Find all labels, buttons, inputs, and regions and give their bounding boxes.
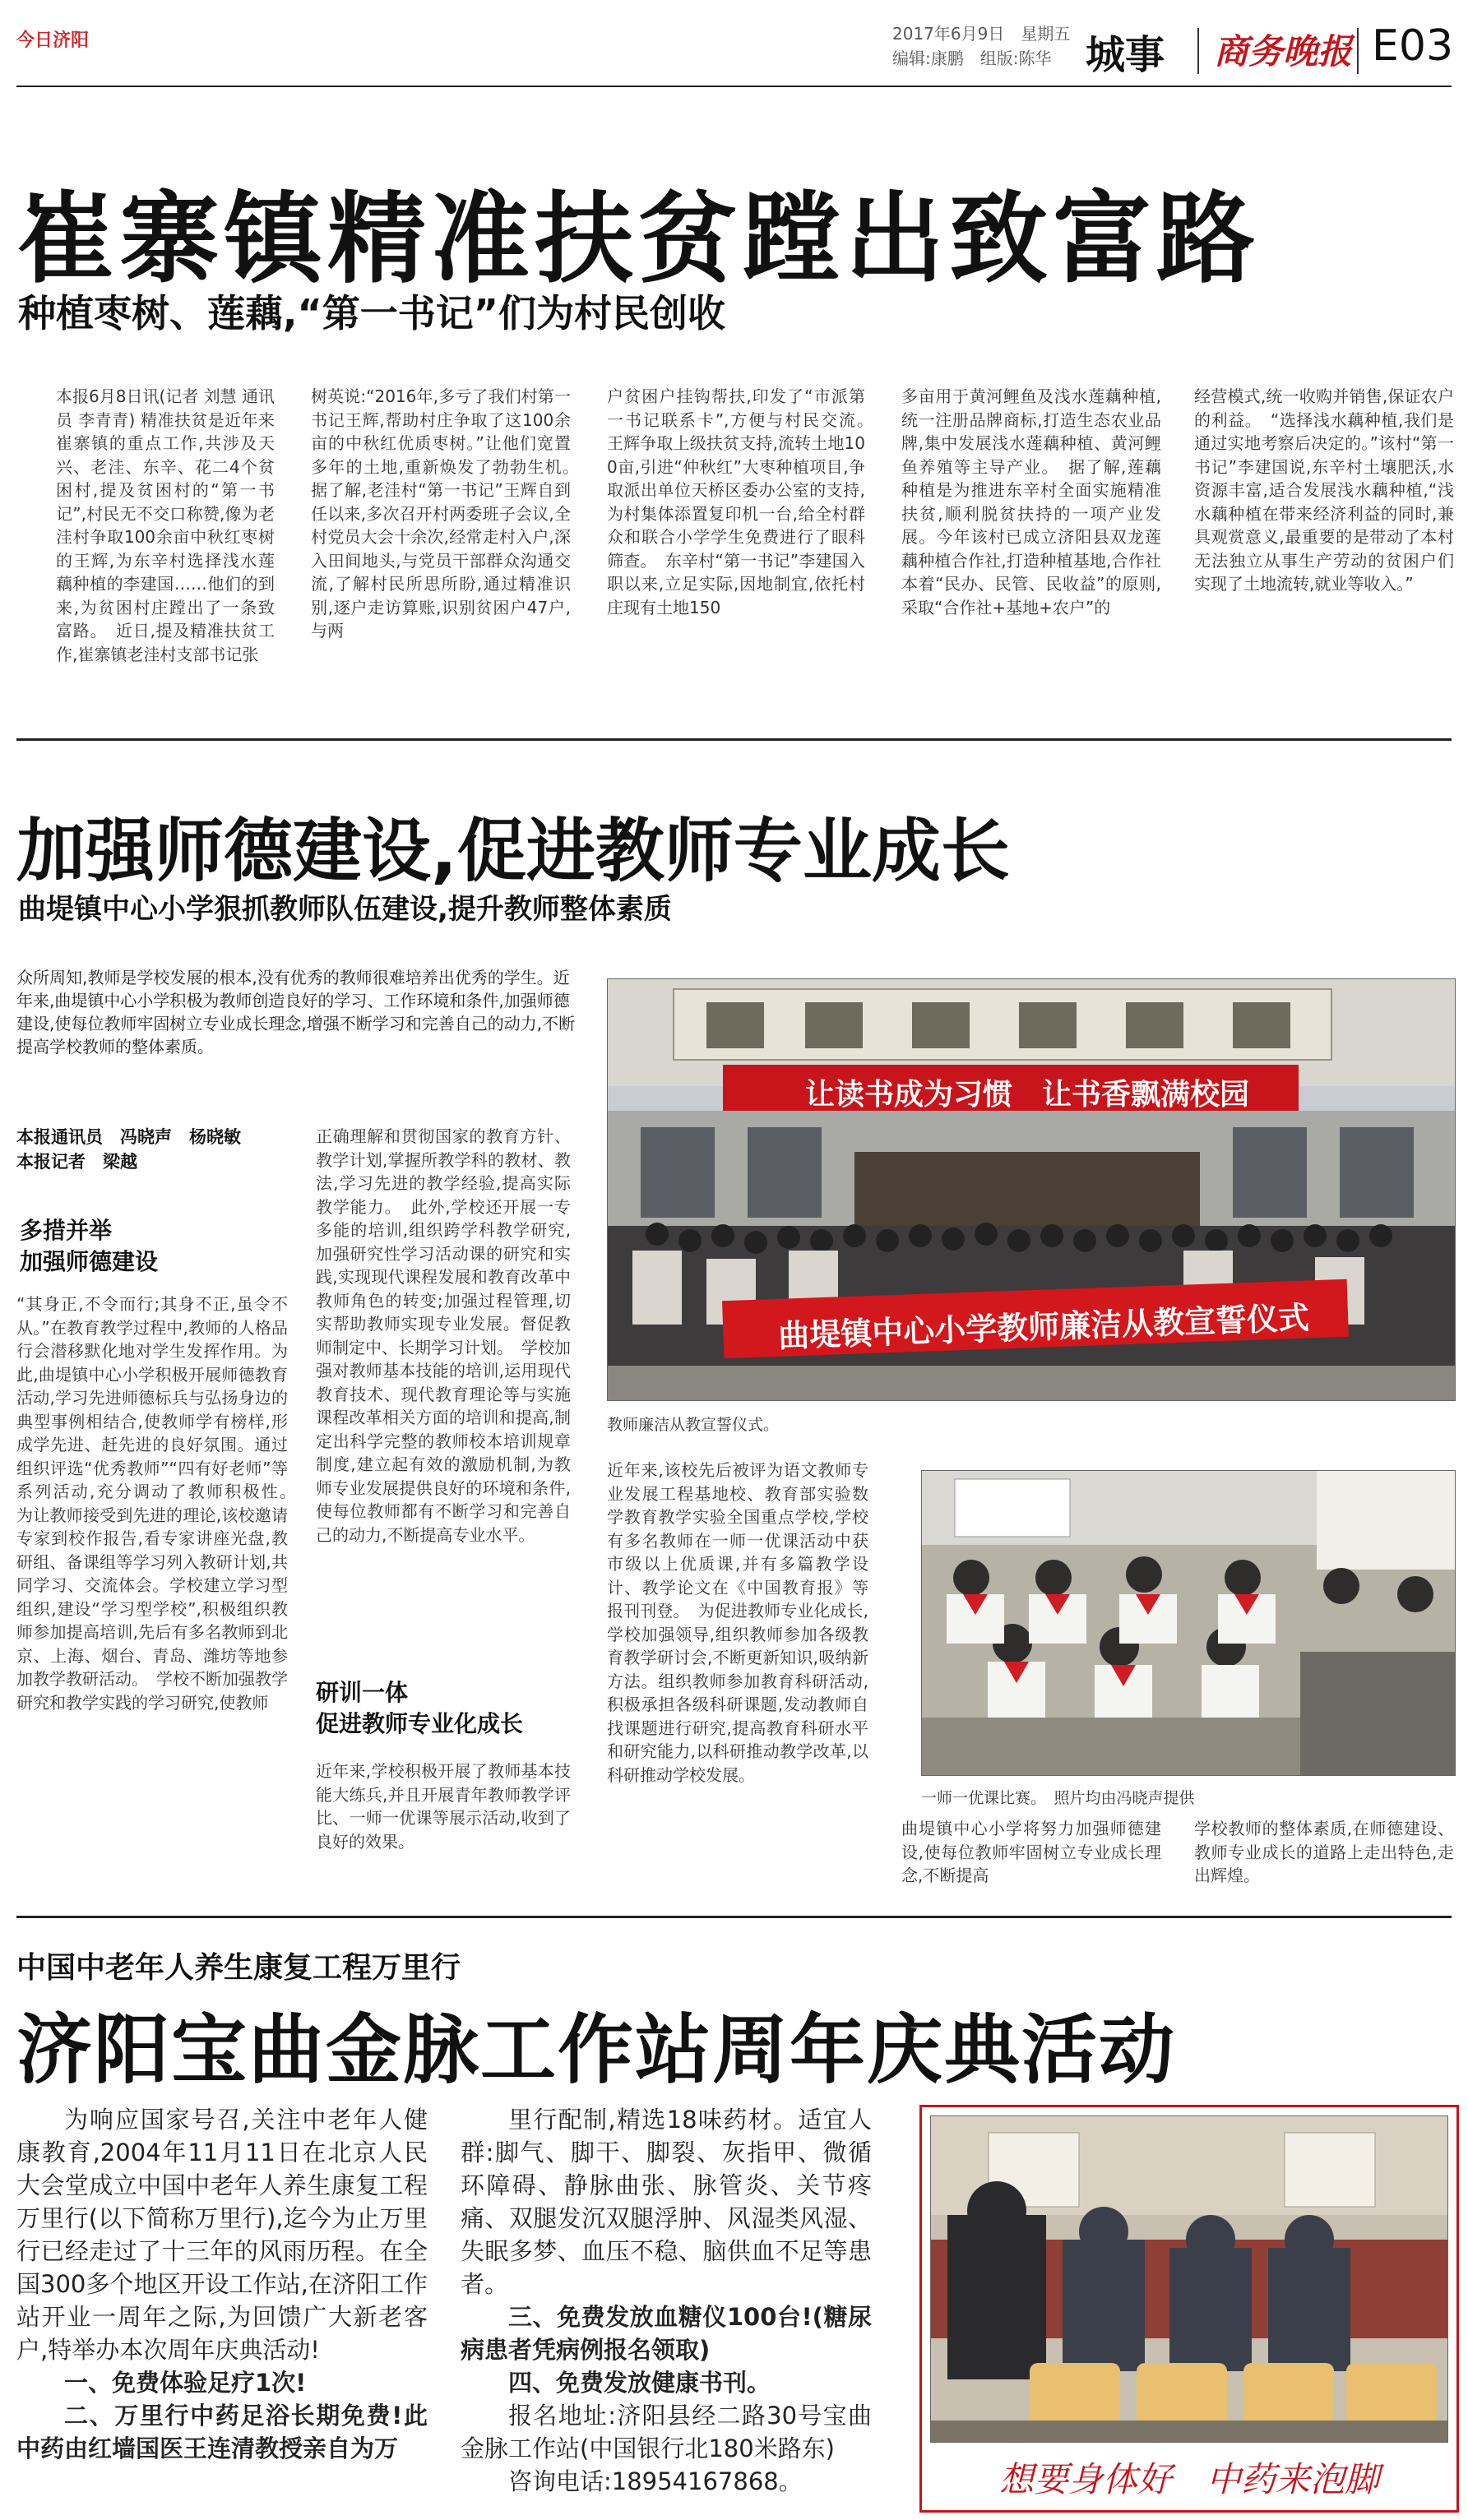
story3-paragraph: 咨询电话:18954167868。 — [508, 2467, 803, 2495]
newspaper-brand-logo: 商务晚报 — [1214, 31, 1353, 72]
story2-column-a: “其身正,不令而行;其身不正,虽令不从。”在教育教学过程中,教师的人格品行会潜移默化地对学生发挥作用。为此,曲堤镇中心小学积极开展师德教育活动,学习先进师德标兵与弘扬身边的典型事例相结合,使教师学有榜样,形成学先进、赶先进的良好氛围。通过组织评选“优秀教师”“四有好老师”等系列活动,充分调动了教师积极性。 为让教师接受到先进的理论,该校邀请专家到校作报告,看专家讲座光盘,教研组、备课组等学习列入教研计划,共同学习、交流体会。学校建立学习型组织,建设“学习型学校”,积极组织教师参加提高培训,先后有多名教师到北京、上海、烟台、青岛、潍坊等地参加教学教研活动。 学校不断加强教学研究和教学实践的学习研究,使教师 — [16, 1294, 304, 1713]
photo-sign-text: 曲堤镇中心小学教师廉洁从教宣誓仪式 — [777, 1299, 1310, 1355]
header-divider — [1357, 28, 1359, 74]
story3-paragraph: 三、免费发放血糖仪100台!(糖尿病患者凭病例报名领取) — [461, 2303, 872, 2364]
story2-subheadline: 曲堤镇中心小学狠抓教师队伍建设,提升教师整体素质 — [18, 893, 672, 926]
story3-paragraph: 里行配制,精选18味药材。适宜人群:脚气、脚干、脚裂、灰指甲、微循环障碍、静脉曲张、脉管炎、关节疼痛、双腿发沉双腿浮肿、风湿类风湿、失眠多梦、血压不稳、脑供血不足等患者。 — [461, 2106, 872, 2298]
story2-column-c: 近年来,该校先后被评为语文教师专业发展工程基地校、教育部实验数学教育教学实验全国重点学校,学校有多名教师在一师一优课活动中获市级以上优质课,并有多篇教学设计、教学论文在《中国教育报》等报刊刊登。 为促进教师专业化成长,学校加强领导,组织教师参加各级教育教学研讨会,不断更新知识,吸纳新方法。组织教师参加教育科研活动,积极承担各级科研课题,发动教师自找课题进行研究,提高教育科研水平和研究能力,以科研推动教学改革,以科研推动学校发展。 — [607, 1460, 868, 1785]
story1-headline: 崔寨镇精准扶贫蹚出致富路 — [16, 183, 1260, 297]
story2-byline: 本报通讯员 冯晓声 杨晓敏 本报记者 梁越 — [16, 1127, 241, 1172]
story3-column-2 — [461, 2103, 872, 2506]
story2-column-e: 学校教师的整体素质,在师德建设、教师专业成长的道路上走出特色,走出辉煌。 — [1194, 1819, 1454, 1885]
header-rule — [16, 86, 1452, 87]
story1-column-1: 本报6月8日讯(记者 刘慧 通讯员 李青青) 精准扶贫是近年来崔寨镇的重点工作,共涉及天兴、老洼、东辛、花二4个贫困村,提及贫困村的“第一书记”,村民无不交口称赞,像为老洼村争取100余亩中秋红枣树的王辉,为东辛村选择浅水莲藕种植的李建国……他们的到来,为贫困村庄蹚出了一条致富路。 近日,提及精准扶贫工作,崔寨镇老洼村支部书记张 — [56, 386, 275, 664]
story2-subhead-1: 多措并举 加强师德建设 — [20, 1217, 159, 1275]
story3-headline: 济阳宝曲金脉工作站周年庆典活动 — [16, 2006, 1177, 2094]
date-line: 2017年6月9日 星期五 — [892, 24, 1071, 44]
section-label: 今日济阳 — [16, 30, 90, 51]
photo-banner-text: 让读书成为习惯 让书香飘满校园 — [804, 1078, 1249, 1112]
story2-lead: 众所周知,教师是学校发展的根本,没有优秀的教师很难培养出优秀的学生。近年来,曲堤镇中心小学积极为教师创造良好的学习、工作环境和条件,加强师德建设,使每位教师牢固树立专业成长理念,增强不断学习和完善自己的动力,不断提高学校教师的整体素质。 — [16, 968, 576, 1057]
story3-paragraph: 二、万里行中药足浴长期免费!此中药由红墙国医王连清教授亲自为万 — [16, 2402, 428, 2462]
foot-soak-slogan: 想要身体好 中药来泡脚 — [998, 2459, 1379, 2499]
classroom-photo-caption: 一师一优课比赛。 照片均由冯晓声提供 — [921, 1789, 1195, 1807]
story3-column-1 — [16, 2103, 428, 2506]
section-name: 城事 — [1086, 32, 1165, 78]
oath-ceremony-photo — [607, 978, 1456, 1401]
story3-paragraph: 一、免费体验足疗1次! — [64, 2369, 307, 2397]
date-editor-info — [892, 21, 1070, 71]
story3-paragraph: 报名地址:济阳县经二路30号宝曲金脉工作站(中国银行北180米路东) — [461, 2402, 872, 2462]
story1-column-3: 户贫困户挂钩帮扶,印发了“市派第一书记联系卡”,方便与村民交流。 王辉争取上级扶贫支持,流转土地100亩,引进“仲秋红”大枣种植项目,争取派出单位天桥区委办公室的支持,为村集体添置复印机一台,给全村群众和联合小学学生免费进行了眼科筛查。 东辛村“第一书记”李建国入职以来,立足实际,因地制宜,依托村庄现有土地150 — [607, 386, 882, 617]
story2-subhead-2: 研训一体 促进教师专业化成长 — [316, 1679, 524, 1737]
story2-column-b2: 近年来,学校积极开展了教师基本技能大练兵,并且开展青年教师教学评比、一师一优课等展示活动,收到了良好的效果。 — [316, 1761, 571, 1852]
header-divider — [1197, 28, 1199, 74]
page-number: E03 — [1372, 21, 1454, 71]
story3-paragraph: 为响应国家号召,关注中老年人健康教育,2004年11月11日在北京人民大会堂成立中国中老年人养生康复工程万里行(以下简称万里行),迄今为止万里行已经走过了十三年的风雨历程。在全国300多个地区开设工作站,在济阳工作站开业一周年之际,为回馈广大新老客户,特举办本次周年庆典活动! — [16, 2106, 428, 2364]
foot-soak-photo-frame — [919, 2105, 1459, 2513]
story2-headline: 加强师德建设,促进教师专业成长 — [16, 811, 1010, 891]
oath-photo-caption: 教师廉洁从教宣誓仪式。 — [607, 1416, 780, 1434]
foot-soak-photo — [930, 2115, 1448, 2443]
story3-kicker: 中国中老年人养生康复工程万里行 — [16, 1951, 461, 1985]
story1-column-4: 多亩用于黄河鲤鱼及浅水莲藕种植,统一注册品牌商标,打造生态农业品牌,集中发展浅水莲藕种植、黄河鲤鱼养殖等主导产业。 据了解,莲藕种植是为推进东辛村全面实施精准扶贫,顺利脱贫扶持的一项产业发展。今年该村已成立济阳县双龙莲藕种植合作社,打造种植基地,合作社本着“民办、民管、民收益”的原则,采取“合作社+基地+农户”的 — [901, 386, 1161, 617]
section-rule — [16, 738, 1452, 741]
story2-column-b: 正确理解和贯彻国家的教育方针、教学计划,掌握所教学科的教材、教法,学习先进的教学经验,提高实际教学能力。 此外,学校还开展一专多能的培训,组织跨学科教学研究,加强研究性学习活动课的研究和实践,实现现代课程发展和教育改革中教师角色的转变;加强过程管理,切实帮助教师实现专业发展。督促教师制定中、长期学习计划。 学校加强对教师基本技能的培训,运用现代教育技术、现代教育理论等与实施课程改革相关方面的培训和提高,制定出科学完整的教师校本培训规章制度,建立起有效的激励机制,为教师专业发展提供良好的环境和条件,使每位教师都有不断学习和完善自己的动力,不断提高专业水平。 — [316, 1126, 571, 1545]
story1-column-5: 经营模式,统一收购并销售,保证农户的利益。 “选择浅水藕种植,我们是通过实地考察后决定的。”该村“第一书记”李建国说,东辛村土壤肥沃,水资源丰富,适合发展浅水藕种植,“浅水藕种植在带来经济利益的同时,兼具观赏意义,最重要的是带动了本村无法独立从事生产劳动的贫困户们实现了土地流转,就业等收入。” — [1194, 386, 1454, 594]
story1-subheadline: 种植枣树、莲藕,“第一书记”们为村民创收 — [18, 291, 725, 335]
classroom-photo — [921, 1470, 1456, 1776]
section-rule — [16, 1916, 1452, 1918]
story1-column-2: 树英说:“2016年,多亏了我们村第一书记王辉,帮助村庄争取了这100余亩的中秋红优质枣树。”让他们宽置多年的土地,重新焕发了勃勃生机。 据了解,老洼村“第一书记”王辉自到任以来,多次召开村两委班子会议,全村党员大会十余次,经常走村入户,深入田间地头,与党员干部群众沟通交流,了解村民所思所盼,通过精准识别,逐户走访算账,识别贫困户47户,与两 — [311, 386, 587, 640]
editor-line: 编辑:康鹏 组版:陈华 — [892, 49, 1052, 68]
story3-paragraph: 四、免费发放健康书刊。 — [508, 2369, 771, 2397]
story2-column-d: 曲堤镇中心小学将努力加强师德建设,使每位教师牢固树立专业成长理念,不断提高 — [901, 1819, 1161, 1885]
